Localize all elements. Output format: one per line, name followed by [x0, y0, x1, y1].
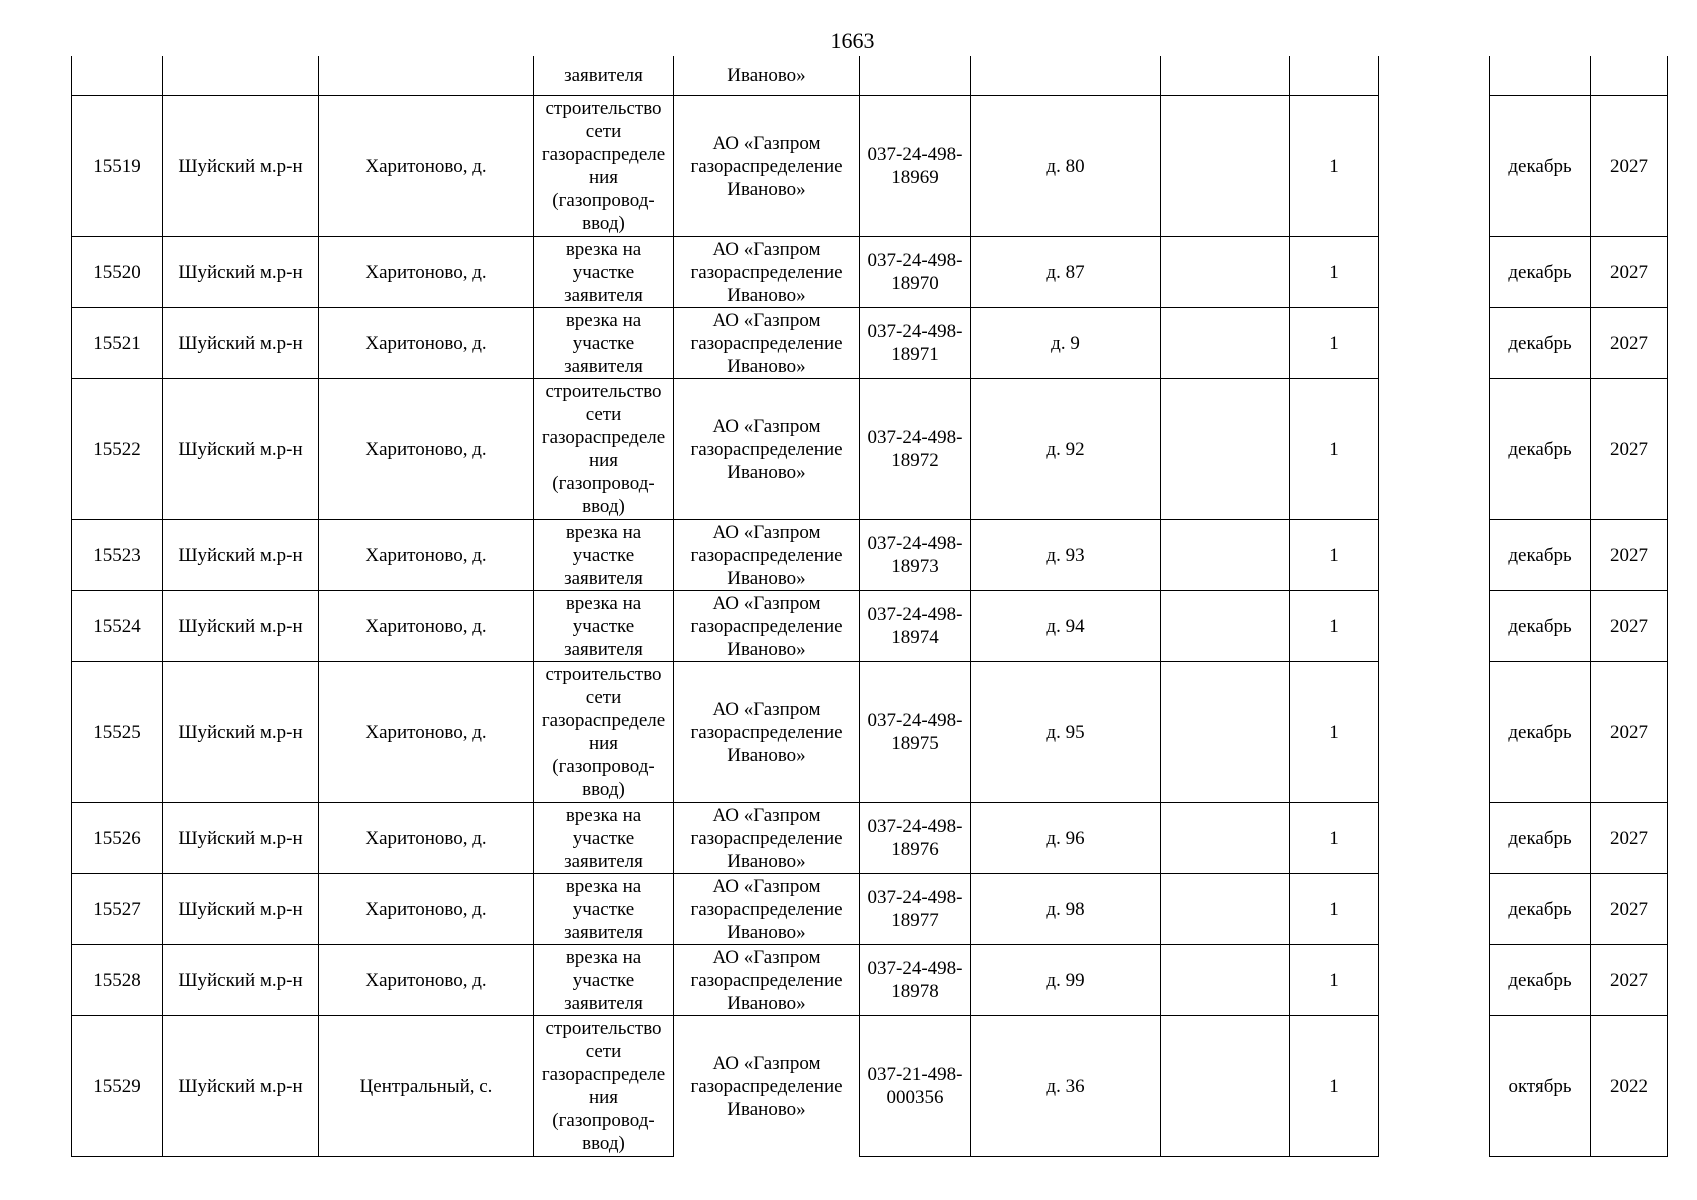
cell-address: д. 98	[971, 874, 1161, 945]
cell-id: 15522	[72, 379, 163, 520]
cell-code	[860, 56, 971, 96]
cell-quantity: 1	[1290, 1016, 1379, 1157]
cell-district	[163, 56, 319, 96]
table-row	[72, 308, 1668, 379]
cell-year: 2027	[1591, 803, 1668, 874]
cell-organization: АО «Газпром газораспределение Иваново»	[674, 96, 860, 237]
cell-address: д. 94	[971, 591, 1161, 662]
cell-code: 037-24-498-18969	[860, 96, 971, 237]
cell-work-type: врезка на участке заявителя	[534, 945, 674, 1016]
cell-code: 037-21-498-000356	[860, 1016, 971, 1157]
table-row	[72, 520, 1668, 591]
cell-organization: АО «Газпром газораспределение Иваново»	[674, 308, 860, 379]
cell-organization: АО «Газпром газораспределение Иваново»	[674, 379, 860, 520]
cell-district: Шуйский м.р-н	[163, 803, 319, 874]
cell-organization: АО «Газпром газораспределение Иваново»	[674, 591, 860, 662]
cell-month: декабрь	[1490, 874, 1591, 945]
cell-month: декабрь	[1490, 520, 1591, 591]
cell-organization: АО «Газпром газораспределение Иваново»	[674, 520, 860, 591]
cell-month: декабрь	[1490, 945, 1591, 1016]
cell-work-type: строительство сети газораспределения (газопровод-ввод)	[534, 1016, 674, 1157]
table-row	[72, 662, 1668, 803]
cell-work-type: строительство сети газораспределения (газопровод-ввод)	[534, 379, 674, 520]
cell-locality	[319, 56, 534, 96]
cell-quantity: 1	[1290, 520, 1379, 591]
cell-month	[1490, 56, 1591, 96]
cell-code: 037-24-498-18978	[860, 945, 971, 1016]
cell-extra	[1161, 56, 1290, 96]
cell-district: Шуйский м.р-н	[163, 662, 319, 803]
cell-id: 15528	[72, 945, 163, 1016]
cell-code: 037-24-498-18974	[860, 591, 971, 662]
cell-code: 037-24-498-18975	[860, 662, 971, 803]
cell-organization: АО «Газпром газораспределение Иваново»	[674, 237, 860, 308]
cell-locality: Харитоново, д.	[319, 874, 534, 945]
cell-id: 15525	[72, 662, 163, 803]
table-row	[72, 803, 1668, 874]
cell-locality: Харитоново, д.	[319, 308, 534, 379]
cell-year: 2027	[1591, 520, 1668, 591]
table-row	[72, 945, 1668, 1016]
cell-extra	[1161, 1016, 1290, 1157]
cell-year: 2027	[1591, 237, 1668, 308]
cell-locality: Харитоново, д.	[319, 591, 534, 662]
cell-quantity: 1	[1290, 591, 1379, 662]
cell-extra	[1161, 803, 1290, 874]
cell-work-type: строительство сети газораспределения (газопровод-ввод)	[534, 96, 674, 237]
cell-locality: Харитоново, д.	[319, 96, 534, 237]
cell-work-type: врезка на участке заявителя	[534, 237, 674, 308]
cell-address: д. 87	[971, 237, 1161, 308]
cell-locality: Центральный, с.	[319, 1016, 534, 1157]
cell-year: 2027	[1591, 308, 1668, 379]
cell-year: 2027	[1591, 591, 1668, 662]
cell-quantity: 1	[1290, 803, 1379, 874]
cell-district: Шуйский м.р-н	[163, 945, 319, 1016]
cell-code: 037-24-498-18976	[860, 803, 971, 874]
cell-month: декабрь	[1490, 379, 1591, 520]
cell-extra	[1161, 308, 1290, 379]
cell-code: 037-24-498-18971	[860, 308, 971, 379]
cell-work-type: врезка на участке заявителя	[534, 591, 674, 662]
table-row	[72, 379, 1668, 520]
cell-id: 15521	[72, 308, 163, 379]
cell-quantity: 1	[1290, 379, 1379, 520]
cell-code: 037-24-498-18977	[860, 874, 971, 945]
cell-id: 15526	[72, 803, 163, 874]
cell-quantity: 1	[1290, 662, 1379, 803]
cell-address: д. 95	[971, 662, 1161, 803]
cell-work-type: заявителя	[534, 56, 674, 96]
cell-address	[971, 56, 1161, 96]
cell-year: 2027	[1591, 662, 1668, 803]
cell-extra	[1161, 945, 1290, 1016]
cell-blank	[1379, 662, 1490, 803]
cell-locality: Харитоново, д.	[319, 662, 534, 803]
cell-code: 037-24-498-18970	[860, 237, 971, 308]
cell-quantity	[1290, 56, 1379, 96]
cell-blank	[1379, 56, 1490, 96]
cell-extra	[1161, 520, 1290, 591]
cell-district: Шуйский м.р-н	[163, 379, 319, 520]
cell-address: д. 96	[971, 803, 1161, 874]
cell-locality: Харитоново, д.	[319, 803, 534, 874]
cell-quantity: 1	[1290, 96, 1379, 237]
cell-district: Шуйский м.р-н	[163, 520, 319, 591]
cell-organization: АО «Газпром газораспределение Иваново»	[674, 1016, 860, 1157]
cell-year: 2027	[1591, 874, 1668, 945]
cell-address: д. 9	[971, 308, 1161, 379]
cell-quantity: 1	[1290, 308, 1379, 379]
cell-district: Шуйский м.р-н	[163, 874, 319, 945]
cell-locality: Харитоново, д.	[319, 520, 534, 591]
cell-district: Шуйский м.р-н	[163, 308, 319, 379]
cell-month: декабрь	[1490, 591, 1591, 662]
cell-extra	[1161, 662, 1290, 803]
table-row	[72, 874, 1668, 945]
table-row	[72, 96, 1668, 237]
cell-district: Шуйский м.р-н	[163, 96, 319, 237]
cell-code: 037-24-498-18972	[860, 379, 971, 520]
cell-blank	[1379, 237, 1490, 308]
cell-month: декабрь	[1490, 308, 1591, 379]
cell-id: 15529	[72, 1016, 163, 1157]
cell-id: 15527	[72, 874, 163, 945]
cell-extra	[1161, 379, 1290, 520]
cell-year: 2027	[1591, 379, 1668, 520]
table-row	[72, 237, 1668, 308]
cell-district: Шуйский м.р-н	[163, 1016, 319, 1157]
cell-work-type: врезка на участке заявителя	[534, 874, 674, 945]
cell-year	[1591, 56, 1668, 96]
page-number: 1663	[830, 28, 875, 53]
cell-id	[72, 56, 163, 96]
cell-id: 15520	[72, 237, 163, 308]
cell-organization: АО «Газпром газораспределение Иваново»	[674, 945, 860, 1016]
cell-blank	[1379, 1016, 1490, 1157]
cell-work-type: врезка на участке заявителя	[534, 520, 674, 591]
cell-blank	[1379, 591, 1490, 662]
cell-extra	[1161, 874, 1290, 945]
cell-address: д. 93	[971, 520, 1161, 591]
cell-month: декабрь	[1490, 662, 1591, 803]
cell-address: д. 99	[971, 945, 1161, 1016]
gas-connection-registry-table	[71, 56, 1668, 1157]
cell-work-type: врезка на участке заявителя	[534, 803, 674, 874]
table-row	[72, 1016, 1668, 1157]
cell-id: 15523	[72, 520, 163, 591]
cell-work-type: врезка на участке заявителя	[534, 308, 674, 379]
cell-quantity: 1	[1290, 945, 1379, 1016]
cell-address: д. 92	[971, 379, 1161, 520]
cell-code: 037-24-498-18973	[860, 520, 971, 591]
cell-organization: АО «Газпром газораспределение Иваново»	[674, 874, 860, 945]
table-row	[72, 591, 1668, 662]
cell-id: 15519	[72, 96, 163, 237]
cell-blank	[1379, 520, 1490, 591]
cell-extra	[1161, 237, 1290, 308]
cell-quantity: 1	[1290, 874, 1379, 945]
cell-address: д. 36	[971, 1016, 1161, 1157]
cell-work-type: строительство сети газораспределения (газопровод-ввод)	[534, 662, 674, 803]
cell-month: декабрь	[1490, 237, 1591, 308]
cell-organization: Иваново»	[674, 56, 860, 96]
cell-year: 2027	[1591, 96, 1668, 237]
cell-id: 15524	[72, 591, 163, 662]
continuation-row	[72, 56, 1668, 96]
cell-extra	[1161, 591, 1290, 662]
cell-year: 2027	[1591, 945, 1668, 1016]
cell-month: декабрь	[1490, 96, 1591, 237]
cell-organization: АО «Газпром газораспределение Иваново»	[674, 662, 860, 803]
cell-locality: Харитоново, д.	[319, 945, 534, 1016]
cell-blank	[1379, 803, 1490, 874]
cell-district: Шуйский м.р-н	[163, 237, 319, 308]
cell-address: д. 80	[971, 96, 1161, 237]
cell-month: декабрь	[1490, 803, 1591, 874]
cell-blank	[1379, 308, 1490, 379]
cell-organization: АО «Газпром газораспределение Иваново»	[674, 803, 860, 874]
cell-extra	[1161, 96, 1290, 237]
cell-month: октябрь	[1490, 1016, 1591, 1157]
cell-blank	[1379, 379, 1490, 520]
cell-blank	[1379, 874, 1490, 945]
cell-locality: Харитоново, д.	[319, 379, 534, 520]
cell-blank	[1379, 96, 1490, 237]
cell-district: Шуйский м.р-н	[163, 591, 319, 662]
cell-quantity: 1	[1290, 237, 1379, 308]
cell-blank	[1379, 945, 1490, 1016]
cell-year: 2022	[1591, 1016, 1668, 1157]
cell-locality: Харитоново, д.	[319, 237, 534, 308]
